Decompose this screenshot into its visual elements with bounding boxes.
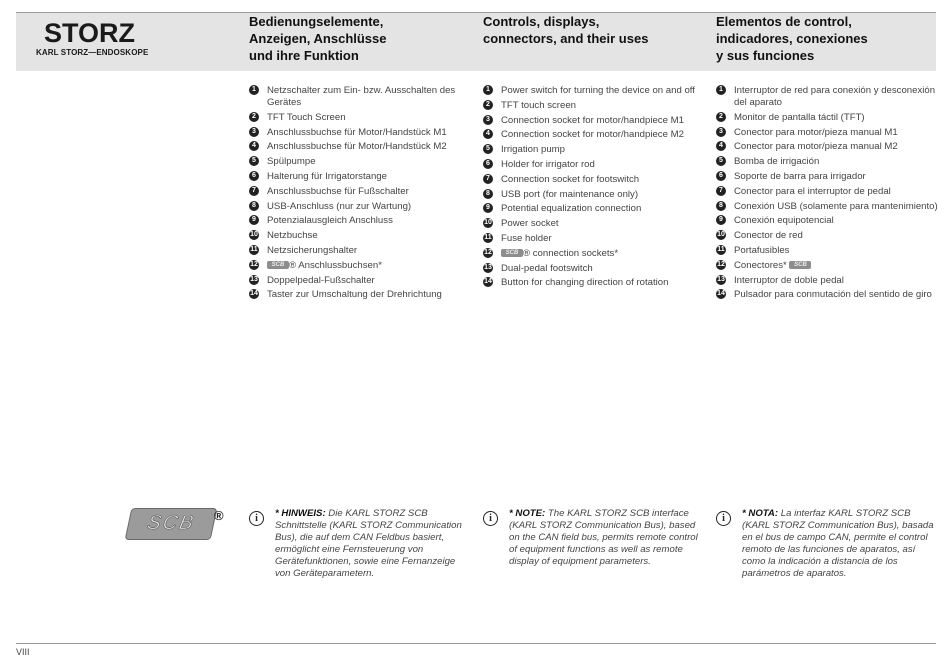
page-number: VIII (16, 647, 30, 657)
item-text: TFT touch screen (501, 99, 577, 111)
item-text: Spülpumpe (267, 156, 316, 168)
item-number-badge: 6 (249, 171, 259, 181)
item-text: Irrigation pump (501, 144, 565, 156)
list-item (249, 186, 464, 198)
scb-mini-logo: SCB (501, 249, 523, 257)
item-number-badge: 7 (716, 186, 726, 196)
item-number-badge: 4 (483, 129, 493, 139)
item-text: Taster zur Umschaltung der Drehrichtung (267, 289, 442, 301)
item-number-badge: 11 (484, 233, 492, 241)
item-text: Soporte de barra para irrigador (734, 170, 866, 182)
item-text: Conector para el interruptor de pedal (734, 185, 891, 197)
list-item (483, 174, 705, 186)
item-number-badge: 1 (249, 85, 259, 95)
item-number-badge: 5 (483, 144, 493, 154)
item-text: Netzsicherungshalter (267, 244, 358, 256)
item-number-badge: 2 (249, 112, 259, 122)
title-line: Bedienungselemente, (249, 14, 384, 29)
item-number-badge: 14 (250, 290, 258, 298)
item-text: Portafusibles (734, 244, 790, 256)
item-number-badge: 4 (249, 141, 259, 151)
item-text: Power socket (501, 218, 559, 230)
note-text: Die KARL STORZ SCB Schnittstelle (KARL STORZ Communication Bus), die auf dem CAN Feldbus basiert, ermöglicht eine Fernsteuerung von Gerätefunktionen, sowie eine Fernanzeige von Geräteparametern. (275, 508, 462, 579)
item-number-badge: 9 (483, 203, 493, 213)
item-text: Conector para motor/pieza manual M2 (734, 141, 898, 153)
item-text: ® Anschlussbuchsen* (289, 259, 382, 271)
list-item (249, 245, 464, 257)
item-text: Conexión equipotencial (734, 215, 834, 227)
list-item (483, 233, 705, 245)
logo-subtitle: KARL STORZ—ENDOSKOPE (36, 48, 149, 57)
note-spanish (742, 508, 934, 580)
item-number-badge: 5 (249, 156, 259, 166)
title-spanish (716, 13, 868, 64)
item-text: Conector de red (734, 230, 803, 242)
scb-logo-text: SCB (145, 512, 198, 534)
list-item (716, 275, 938, 287)
item-number-badge: 14 (717, 290, 725, 298)
item-number-badge: 10 (250, 231, 258, 239)
note-english (509, 508, 701, 568)
item-text: Anschlussbuchse für Motor/Handstück M2 (267, 141, 447, 153)
item-number-badge: 7 (249, 186, 259, 196)
item-number-badge: 13 (250, 275, 258, 283)
list-item (716, 186, 938, 198)
title-line: connectors, and their uses (483, 31, 649, 46)
list-item (483, 189, 705, 201)
list-item (483, 85, 705, 97)
logo-wordmark: STORZ (44, 18, 136, 48)
list-item (716, 215, 938, 227)
item-text: Potential equalization connection (501, 203, 642, 215)
item-number-badge: 5 (716, 156, 726, 166)
item-text: Monitor de pantalla táctil (TFT) (734, 111, 865, 123)
item-text: Halterung für Irrigatorstange (267, 170, 387, 182)
item-text: Holder for irrigator rod (501, 158, 595, 170)
item-text: Doppelpedal-Fußschalter (267, 274, 375, 286)
item-number-badge: 13 (484, 263, 492, 271)
list-item (716, 156, 938, 168)
item-text: Conexión USB (solamente para mantenimiento) (734, 200, 938, 212)
item-text: USB port (for maintenance only) (501, 188, 639, 200)
list-item (716, 127, 938, 139)
item-text: TFT Touch Screen (267, 111, 346, 123)
item-text: Netzschalter zum Ein- bzw. Ausschalten des Gerätes (267, 85, 456, 108)
list-item (249, 289, 464, 301)
item-number-badge: 7 (483, 174, 493, 184)
title-line: und ihre Funktion (249, 48, 359, 63)
controls-list-german (249, 85, 464, 304)
item-text: Conectores* (734, 259, 790, 271)
list-item (249, 171, 464, 183)
list-item (716, 141, 938, 153)
list-item (716, 112, 938, 124)
item-text: Interruptor de doble pedal (734, 274, 844, 286)
item-text: Potenzialausgleich Anschluss (267, 215, 393, 227)
list-item (483, 129, 705, 141)
title-german (249, 13, 387, 64)
note-label: * HINWEIS: (275, 508, 326, 519)
note-text: The KARL STORZ SCB interface (KARL STORZ Communication Bus), based on the CAN field bus, permits remote control of equipment functions as well as remote display of equipment parameters. (509, 508, 698, 567)
scb-logo (125, 508, 218, 540)
item-text: Conector para motor/pieza manual M1 (734, 126, 898, 138)
item-number-badge: 6 (716, 171, 726, 181)
item-number-badge: 10 (484, 219, 492, 227)
scb-mini-logo: SCB (789, 261, 811, 269)
note-german (275, 508, 467, 580)
list-item (483, 159, 705, 171)
item-number-badge: 10 (717, 231, 725, 239)
list-item (483, 218, 705, 230)
list-item (716, 230, 938, 242)
list-item (483, 263, 705, 275)
item-text: Power switch for turning the device on and off (501, 85, 695, 96)
item-text: Connection socket for motor/handpiece M1 (501, 114, 684, 126)
title-line: Controls, displays, (483, 14, 600, 29)
title-english (483, 13, 648, 47)
item-number-badge: 11 (250, 245, 258, 253)
list-item (483, 277, 705, 289)
list-item (249, 127, 464, 139)
title-line: indicadores, conexiones (716, 31, 868, 46)
list-item (716, 289, 938, 301)
item-number-badge: 8 (716, 201, 726, 211)
item-number-badge: 1 (716, 85, 726, 95)
list-item (483, 203, 705, 215)
list-item (249, 156, 464, 168)
list-item (483, 248, 705, 260)
controls-list-english (483, 85, 705, 292)
storz-logo (16, 18, 166, 68)
note-label: * NOTE: (509, 508, 546, 519)
list-item (716, 245, 938, 257)
item-number-badge: 3 (483, 115, 493, 125)
list-item (716, 171, 938, 183)
item-number-badge: 3 (249, 127, 259, 137)
info-icon: i (716, 511, 731, 526)
title-line: y sus funciones (716, 48, 815, 63)
list-item (249, 260, 464, 272)
item-text: Anschlussbuchse für Motor/Handstück M1 (267, 126, 447, 138)
item-number-badge: 6 (483, 159, 493, 169)
item-text: USB-Anschluss (nur zur Wartung) (267, 200, 412, 212)
list-item (249, 201, 464, 213)
item-number-badge: 9 (716, 215, 726, 225)
item-number-badge: 2 (716, 112, 726, 122)
item-text: Dual-pedal footswitch (501, 262, 593, 274)
item-number-badge: 8 (483, 189, 493, 199)
scb-mini-logo: SCB (267, 261, 289, 269)
item-text: Connection socket for footswitch (501, 173, 640, 185)
bottom-rule (16, 643, 936, 644)
list-item (249, 112, 464, 124)
item-text: Anschlussbuchse für Fußschalter (267, 185, 409, 197)
item-text: Netzbuchse (267, 230, 318, 242)
list-item (483, 115, 705, 127)
item-text: ® connection sockets* (523, 247, 619, 259)
item-text: Pulsador para conmutación del sentido de giro (734, 289, 932, 301)
item-text: Connection socket for motor/handpiece M2 (501, 129, 684, 141)
item-number-badge: 11 (717, 245, 725, 253)
list-item (483, 100, 705, 112)
item-number-badge: 2 (483, 100, 493, 110)
list-item (483, 144, 705, 156)
controls-list-spanish (716, 85, 938, 304)
item-number-badge: 3 (716, 127, 726, 137)
title-line: Elementos de control, (716, 14, 852, 29)
item-number-badge: 12 (250, 260, 258, 268)
item-number-badge: 8 (249, 201, 259, 211)
item-number-badge: 9 (249, 215, 259, 225)
list-item (716, 201, 938, 213)
list-item (249, 275, 464, 287)
registered-mark: ® (214, 508, 224, 523)
item-number-badge: 4 (716, 141, 726, 151)
list-item (716, 260, 938, 272)
info-icon: i (249, 511, 264, 526)
list-item (249, 215, 464, 227)
list-item (716, 85, 938, 109)
item-text: Bomba de irrigación (734, 156, 820, 168)
item-text: Fuse holder (501, 232, 552, 244)
note-text: La interfaz KARL STORZ SCB (KARL STORZ Communication Bus), basada en el bus de campo CAN, permite el control remoto de las funciones de aparatos, así como la indicación a distancia de los parámetros de aparatos. (742, 508, 934, 579)
list-item (249, 141, 464, 153)
item-text: Interruptor de red para conexión y desconexión del aparato (734, 85, 936, 108)
list-item (249, 85, 464, 109)
info-icon: i (483, 511, 498, 526)
item-text: Button for changing direction of rotation (501, 277, 669, 289)
item-number-badge: 14 (484, 278, 492, 286)
list-item (249, 230, 464, 242)
title-line: Anzeigen, Anschlüsse (249, 31, 387, 46)
note-label: * NOTA: (742, 508, 779, 519)
item-number-badge: 12 (717, 260, 725, 268)
item-number-badge: 13 (717, 275, 725, 283)
item-number-badge: 1 (483, 85, 493, 95)
item-number-badge: 12 (484, 248, 492, 256)
